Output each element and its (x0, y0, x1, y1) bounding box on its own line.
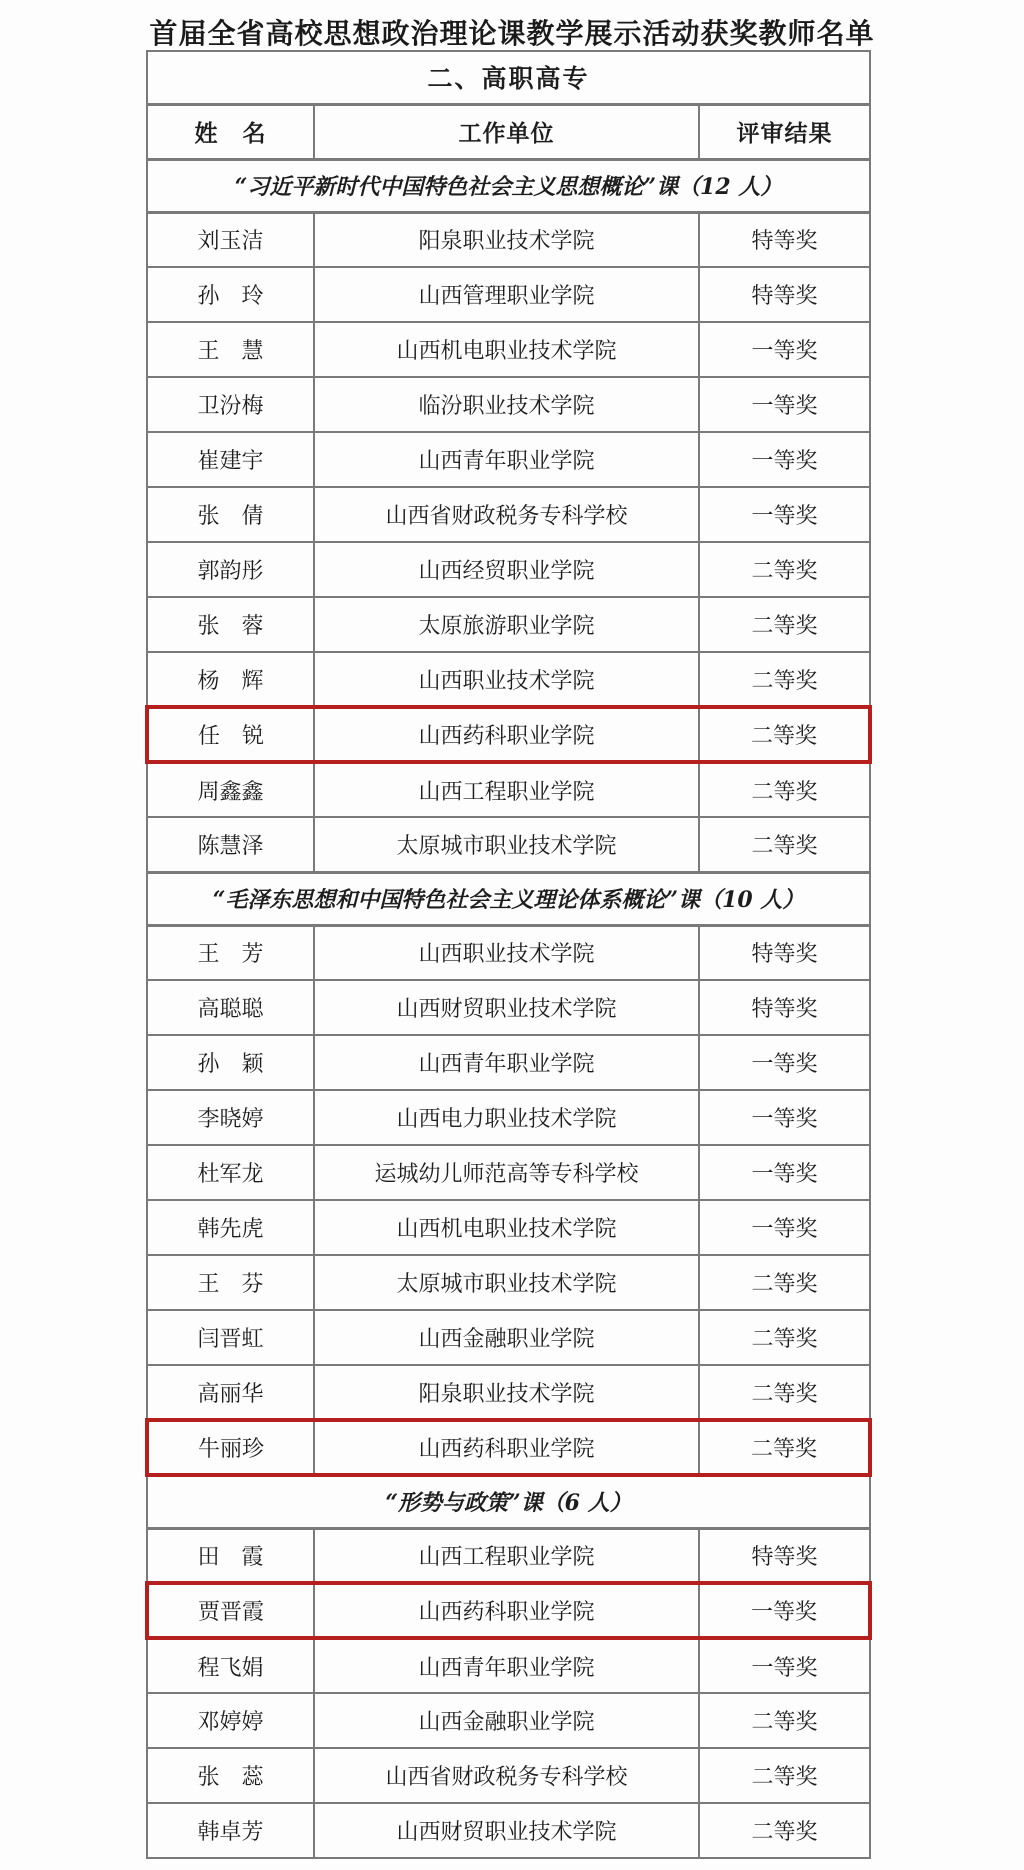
result-cell: 一等奖 (699, 1200, 870, 1255)
unit-cell: 山西金融职业学院 (314, 1693, 699, 1748)
result-cell: 二等奖 (699, 597, 870, 652)
unit-cell: 山西电力职业技术学院 (314, 1090, 699, 1145)
table-row (147, 1200, 870, 1255)
unit-cell: 山西职业技术学院 (314, 652, 699, 707)
unit-cell: 山西经贸职业学院 (314, 542, 699, 597)
name-cell: 程飞娟 (147, 1638, 314, 1693)
awards-table (145, 50, 872, 1859)
name-cell: 韩卓芳 (147, 1803, 314, 1858)
result-cell: 二等奖 (699, 1310, 870, 1365)
result-cell: 二等奖 (699, 1365, 870, 1420)
name-cell: 孙 颖 (147, 1035, 314, 1090)
unit-cell: 太原城市职业技术学院 (314, 817, 699, 872)
table-row-highlighted (147, 1583, 870, 1638)
table-row (147, 1090, 870, 1145)
unit-cell: 运城幼儿师范高等专科学校 (314, 1145, 699, 1200)
result-cell: 二等奖 (699, 1803, 870, 1858)
name-cell: 王 芬 (147, 1255, 314, 1310)
table-row (147, 597, 870, 652)
result-cell: 特等奖 (699, 1528, 870, 1583)
name-cell: 田 霞 (147, 1528, 314, 1583)
column-header-row (147, 104, 870, 159)
unit-cell: 山西省财政税务专科学校 (314, 1748, 699, 1803)
name-cell: 邓婷婷 (147, 1693, 314, 1748)
page-title: 首届全省高校思想政治理论课教学展示活动获奖教师名单 (149, 18, 875, 49)
table-row (147, 377, 870, 432)
unit-cell: 临汾职业技术学院 (314, 377, 699, 432)
table-row (147, 925, 870, 980)
table-row (147, 1748, 870, 1803)
result-cell: 一等奖 (699, 487, 870, 542)
result-cell: 特等奖 (699, 267, 870, 322)
result-cell: 二等奖 (699, 1748, 870, 1803)
name-cell: 闫晋虹 (147, 1310, 314, 1365)
unit-cell: 山西工程职业学院 (314, 762, 699, 817)
table-row (147, 980, 870, 1035)
table-row (147, 1310, 870, 1365)
name-cell: 陈慧泽 (147, 817, 314, 872)
unit-cell: 山西青年职业学院 (314, 432, 699, 487)
table-row (147, 1035, 870, 1090)
name-cell: 卫汾梅 (147, 377, 314, 432)
name-cell: 张 蓉 (147, 597, 314, 652)
unit-cell: 山西机电职业技术学院 (314, 322, 699, 377)
name-cell: 高丽华 (147, 1365, 314, 1420)
name-cell: 孙 玲 (147, 267, 314, 322)
col-header-unit: 工作单位 (314, 104, 699, 159)
unit-cell: 山西药科职业学院 (314, 1583, 699, 1638)
name-cell: 崔建宇 (147, 432, 314, 487)
unit-cell: 山西财贸职业技术学院 (314, 1803, 699, 1858)
name-cell: 张 倩 (147, 487, 314, 542)
unit-cell: 太原城市职业技术学院 (314, 1255, 699, 1310)
course-section-row (147, 159, 870, 212)
table-row (147, 762, 870, 817)
unit-cell: 阳泉职业技术学院 (314, 212, 699, 267)
course-section-row (147, 1475, 870, 1528)
unit-cell: 山西职业技术学院 (314, 925, 699, 980)
table-row-highlighted (147, 1420, 870, 1475)
result-cell: 一等奖 (699, 1583, 870, 1638)
table-banner: 二、高职高专 (147, 51, 870, 104)
course-section-title: “毛泽东思想和中国特色社会主义理论体系概论”课（10 人） (147, 872, 870, 925)
table-row (147, 432, 870, 487)
result-cell: 一等奖 (699, 1145, 870, 1200)
result-cell: 一等奖 (699, 1638, 870, 1693)
unit-cell: 山西机电职业技术学院 (314, 1200, 699, 1255)
result-cell: 一等奖 (699, 322, 870, 377)
table-row (147, 817, 870, 872)
result-cell: 二等奖 (699, 542, 870, 597)
table-row (147, 652, 870, 707)
result-cell: 二等奖 (699, 762, 870, 817)
result-cell: 一等奖 (699, 1090, 870, 1145)
unit-cell: 山西药科职业学院 (314, 1420, 699, 1475)
unit-cell: 山西管理职业学院 (314, 267, 699, 322)
result-cell: 一等奖 (699, 377, 870, 432)
result-cell: 特等奖 (699, 212, 870, 267)
table-row (147, 1528, 870, 1583)
unit-cell: 山西省财政税务专科学校 (314, 487, 699, 542)
table-row-highlighted (147, 707, 870, 762)
name-cell: 张 蕊 (147, 1748, 314, 1803)
unit-cell: 山西青年职业学院 (314, 1638, 699, 1693)
table-row (147, 1638, 870, 1693)
course-section-title: “习近平新时代中国特色社会主义思想概论”课（12 人） (147, 159, 870, 212)
unit-cell: 山西财贸职业技术学院 (314, 980, 699, 1035)
table-banner-row (147, 51, 870, 104)
unit-cell: 山西金融职业学院 (314, 1310, 699, 1365)
name-cell: 高聪聪 (147, 980, 314, 1035)
name-cell: 刘玉洁 (147, 212, 314, 267)
result-cell: 特等奖 (699, 980, 870, 1035)
result-cell: 二等奖 (699, 1420, 870, 1475)
unit-cell: 山西药科职业学院 (314, 707, 699, 762)
result-cell: 二等奖 (699, 707, 870, 762)
table-row (147, 1803, 870, 1858)
name-cell: 王 芳 (147, 925, 314, 980)
name-cell: 王 慧 (147, 322, 314, 377)
name-cell: 贾晋霞 (147, 1583, 314, 1638)
name-cell: 周鑫鑫 (147, 762, 314, 817)
unit-cell: 山西青年职业学院 (314, 1035, 699, 1090)
name-cell: 牛丽珍 (147, 1420, 314, 1475)
unit-cell: 山西工程职业学院 (314, 1528, 699, 1583)
unit-cell: 阳泉职业技术学院 (314, 1365, 699, 1420)
result-cell: 二等奖 (699, 1255, 870, 1310)
name-cell: 任 锐 (147, 707, 314, 762)
table-row (147, 1693, 870, 1748)
unit-cell: 太原旅游职业学院 (314, 597, 699, 652)
name-cell: 郭韵彤 (147, 542, 314, 597)
table-row (147, 1255, 870, 1310)
name-cell: 韩先虎 (147, 1200, 314, 1255)
course-section-row (147, 872, 870, 925)
table-row (147, 267, 870, 322)
name-cell: 杨 辉 (147, 652, 314, 707)
table-row (147, 1145, 870, 1200)
result-cell: 一等奖 (699, 432, 870, 487)
col-header-result: 评审结果 (699, 104, 870, 159)
table-row (147, 487, 870, 542)
result-cell: 二等奖 (699, 817, 870, 872)
result-cell: 一等奖 (699, 1035, 870, 1090)
name-cell: 杜军龙 (147, 1145, 314, 1200)
table-row (147, 1365, 870, 1420)
result-cell: 特等奖 (699, 925, 870, 980)
name-cell: 李晓婷 (147, 1090, 314, 1145)
result-cell: 二等奖 (699, 652, 870, 707)
result-cell: 二等奖 (699, 1693, 870, 1748)
course-section-title: “形势与政策”课（6 人） (147, 1475, 870, 1528)
col-header-name: 姓 名 (147, 104, 314, 159)
table-row (147, 542, 870, 597)
table-row (147, 322, 870, 377)
table-row (147, 212, 870, 267)
